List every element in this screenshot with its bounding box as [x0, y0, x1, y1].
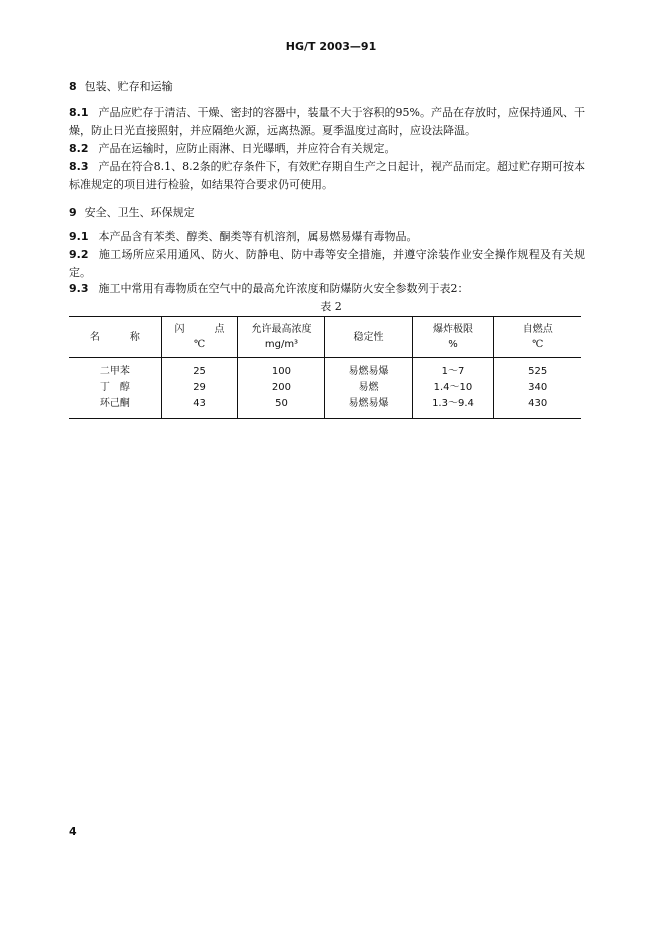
clause-text: 本产品含有苯类、醇类、酮类等有机溶剂，属易燃易爆有毒物品。	[98, 230, 418, 243]
clause-8-1	[69, 104, 585, 140]
clause-number: 8.2	[69, 142, 89, 155]
header-unit: %	[448, 339, 458, 350]
header-label: 稳定性	[353, 331, 384, 343]
clause-9-1	[69, 228, 585, 246]
header-max-concentration	[238, 317, 325, 358]
cell-max-concentration: 200	[238, 380, 325, 396]
cell-autoignition: 340	[494, 380, 581, 396]
clause-text: 施工场所应采用通风、防火、防静电、防中毒等安全措施，并遵守涂装作业安全操作规程及有关规定。	[69, 248, 585, 279]
table-header-row	[69, 317, 581, 358]
header-label: 名 称	[89, 331, 140, 343]
clause-8-3	[69, 158, 585, 194]
cell-stability: 易燃	[325, 380, 412, 396]
header-label: 允许最高浓度	[251, 324, 312, 335]
table-row	[69, 380, 581, 396]
cell-max-concentration: 50	[238, 396, 325, 419]
standard-code-header: HG/T 2003—91	[285, 40, 377, 53]
section-title: 安全、卫生、环保规定	[84, 206, 195, 219]
table-title: 表 2	[320, 300, 342, 313]
section-9-heading	[69, 204, 585, 222]
cell-explosion-limit: 1.4～10	[412, 380, 494, 396]
cell-flash-point: 25	[161, 358, 238, 381]
cell-name: 环己酮	[69, 396, 161, 419]
header-stability	[325, 317, 412, 358]
cell-name: 丁 醇	[99, 382, 130, 393]
header-label: 爆炸极限	[432, 324, 473, 335]
header-unit: mg/m³	[264, 339, 299, 350]
clause-number: 9.3	[69, 282, 89, 295]
header-flash-point	[161, 317, 238, 358]
section-8-heading	[69, 78, 585, 96]
cell-autoignition: 430	[494, 396, 581, 419]
section-title: 包装、贮存和运输	[84, 80, 173, 93]
table-row	[69, 358, 581, 381]
safety-parameters-table	[69, 316, 581, 419]
cell-max-concentration: 100	[238, 358, 325, 381]
page-number: 4	[69, 825, 77, 838]
clause-8-2	[69, 140, 585, 158]
clause-text: 产品在运输时，应防止雨淋、日光曝晒，并应符合有关规定。	[98, 142, 396, 155]
clause-9-3	[69, 280, 585, 298]
header-label: 闪 点	[174, 324, 225, 335]
section-number: 8	[69, 80, 77, 93]
cell-stability: 易燃易爆	[325, 396, 412, 419]
cell-explosion-limit: 1.3～9.4	[412, 396, 494, 419]
cell-autoignition: 525	[494, 358, 581, 381]
table-row	[69, 396, 581, 419]
clause-number: 8.1	[69, 106, 89, 119]
clause-text: 施工中常用有毒物质在空气中的最高允许浓度和防爆防火安全参数列于表2：	[98, 282, 469, 295]
header-unit: ℃	[193, 339, 206, 350]
cell-stability: 易燃易爆	[325, 358, 412, 381]
cell-flash-point: 29	[161, 380, 238, 396]
header-explosion-limit	[412, 317, 494, 358]
cell-name: 二甲苯	[99, 366, 130, 377]
section-number: 9	[69, 206, 77, 219]
clause-text: 产品应贮存于清洁、干燥、密封的容器中，装量不大于容积的95%。产品在存放时，应保持通风、干燥，防止日光直接照射，并应隔绝火源，远离热源。夏季温度过高时，应设法降温。	[69, 106, 585, 137]
clause-number: 8.3	[69, 160, 89, 173]
header-unit: ℃	[532, 339, 544, 350]
header-name	[69, 317, 161, 358]
clause-number: 9.2	[69, 248, 89, 261]
clause-number: 9.1	[69, 230, 89, 243]
clause-text: 产品在符合8.1、8.2条的贮存条件下，有效贮存期自生产之日起计，视产品而定。超过贮存期可按本标准规定的项目进行检验，如结果符合要求仍可使用。	[69, 160, 585, 191]
clause-9-2	[69, 246, 585, 282]
header-label: 自燃点	[522, 324, 553, 335]
cell-explosion-limit: 1～7	[412, 358, 494, 381]
cell-flash-point: 43	[161, 396, 238, 419]
header-autoignition	[494, 317, 581, 358]
